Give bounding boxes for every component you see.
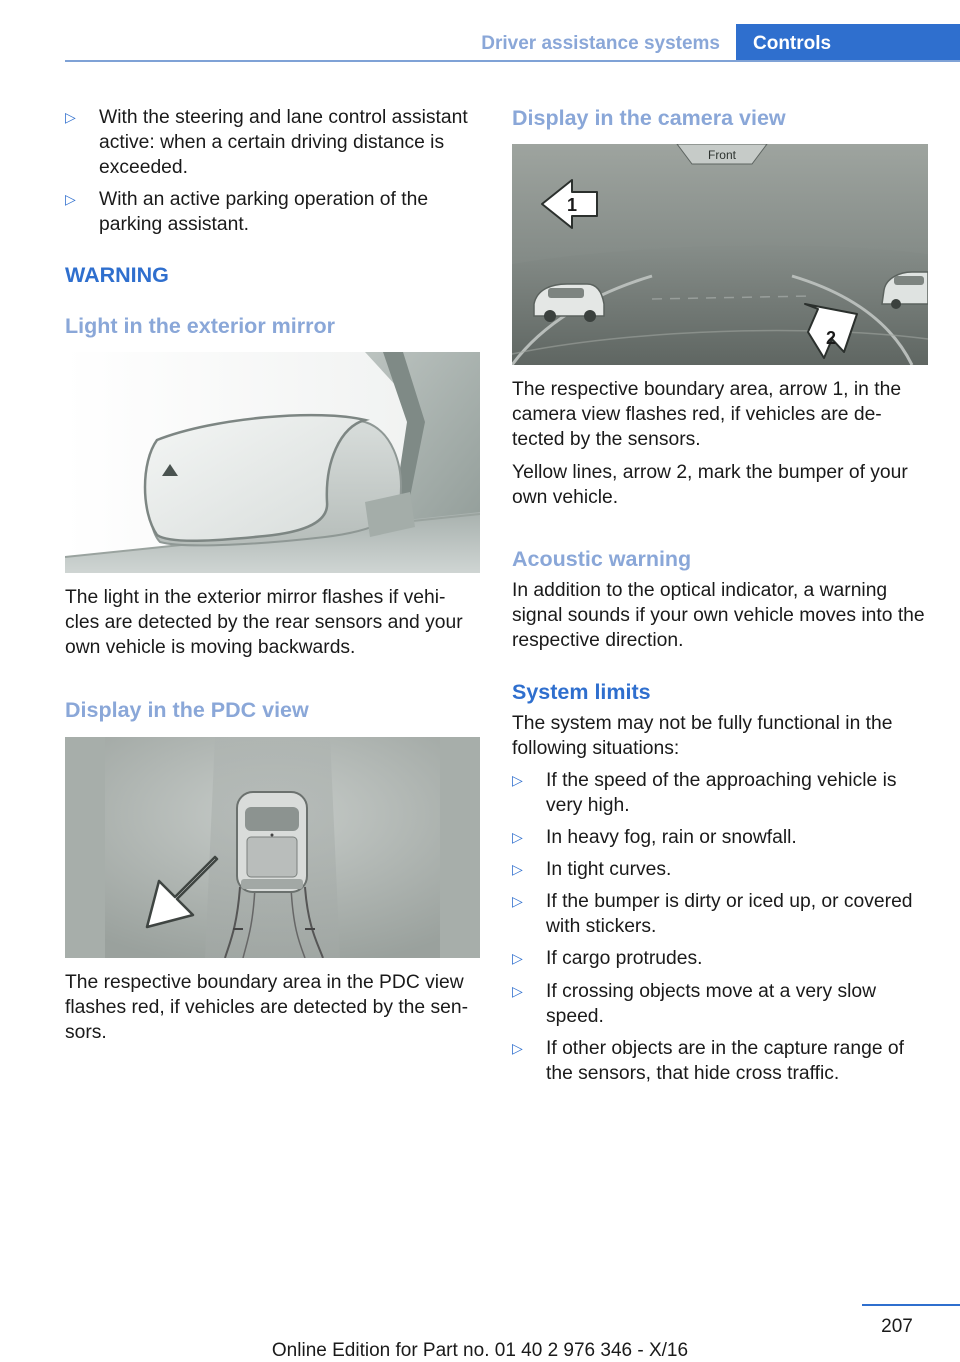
- list-item: [65, 187, 480, 237]
- camera-description-2: Yellow lines, arrow 2, mark the bumper of your own vehicle.: [512, 462, 908, 508]
- camera-front-label: Front: [707, 148, 737, 162]
- list-item-text: If cargo protrudes.: [546, 948, 703, 969]
- list-item-text: In heavy fog, rain or snowfall.: [546, 827, 797, 848]
- bullet-marker-icon: ▷: [512, 983, 523, 999]
- header-rule: [65, 60, 960, 62]
- camera-figure: [512, 144, 928, 365]
- list-item-text: With the steering and lane control assistant active: when a certain driving distance is exceeded.: [99, 107, 468, 178]
- list-item-text: If other objects are in the capture range of the sensors, that hide cross traffic.: [546, 1038, 904, 1084]
- limits-description: The system may not be fully functional in the following situations:: [512, 713, 893, 759]
- warning-label: WARNING: [65, 263, 169, 287]
- bullet-marker-icon: ▷: [512, 772, 523, 788]
- bullet-marker-icon: ▷: [512, 829, 523, 845]
- list-item: [512, 857, 928, 882]
- camera-arrow-2-label: 2: [825, 328, 837, 348]
- list-item: [512, 825, 928, 850]
- mirror-heading: Light in the exterior mirror: [65, 314, 335, 338]
- list-item-text: In tight curves.: [546, 859, 672, 880]
- header-chapter-tab: [736, 24, 960, 62]
- acoustic-heading: Acoustic warning: [512, 547, 692, 571]
- list-item-text: If crossing objects move at a very slow speed.: [546, 981, 877, 1027]
- camera-heading: Display in the camera view: [512, 106, 786, 130]
- bullet-marker-icon: ▷: [512, 861, 523, 877]
- pdc-figure: [65, 737, 480, 958]
- pdc-description: The respective boundary area in the PDC view flashes red, if vehicles are detected by the sen‐ sors.: [65, 972, 468, 1043]
- limits-heading: System limits: [512, 680, 651, 704]
- list-item: [512, 889, 928, 939]
- list-item-text: With an active parking operation of the parking assistant.: [99, 189, 429, 235]
- camera-arrow-1-label: 1: [566, 195, 578, 215]
- bullet-marker-icon: ▷: [65, 109, 76, 125]
- pdc-heading: Display in the PDC view: [65, 698, 309, 722]
- list-item: [512, 1036, 928, 1086]
- bullet-marker-icon: ▷: [512, 950, 523, 966]
- mirror-figure: [65, 352, 480, 573]
- mirror-description: The light in the exterior mirror flashes if vehi‐ cles are detected by the rear sensors and your own vehicle is moving backwards.: [65, 587, 463, 658]
- list-item: [512, 768, 928, 818]
- header-section-title: Driver assistance systems: [481, 33, 720, 54]
- header-chapter-label: Controls: [753, 33, 832, 54]
- bullet-marker-icon: ▷: [65, 191, 76, 207]
- acoustic-description: In addition to the optical indicator, a warning signal sounds if your own vehicle moves into the respective direction.: [512, 580, 925, 651]
- list-item-text: If the bumper is dirty or iced up, or covered with stickers.: [546, 891, 913, 937]
- footer-edition: Online Edition for Part no. 01 40 2 976 346 - X/16: [271, 1340, 689, 1361]
- list-item: [512, 979, 928, 1029]
- bullet-marker-icon: ▷: [512, 893, 523, 909]
- list-item: [65, 105, 480, 180]
- car-left-icon: [534, 284, 604, 322]
- camera-description-1: The respective boundary area, arrow 1, in the camera view flashes red, if vehicles are de‐ tected by the sensors.: [512, 379, 902, 450]
- list-item: [512, 946, 928, 971]
- page-number: 207: [881, 1316, 913, 1337]
- list-item-text: If the speed of the approaching vehicle is very high.: [546, 770, 897, 816]
- bullet-marker-icon: ▷: [512, 1040, 523, 1056]
- footer-rule: [862, 1304, 960, 1306]
